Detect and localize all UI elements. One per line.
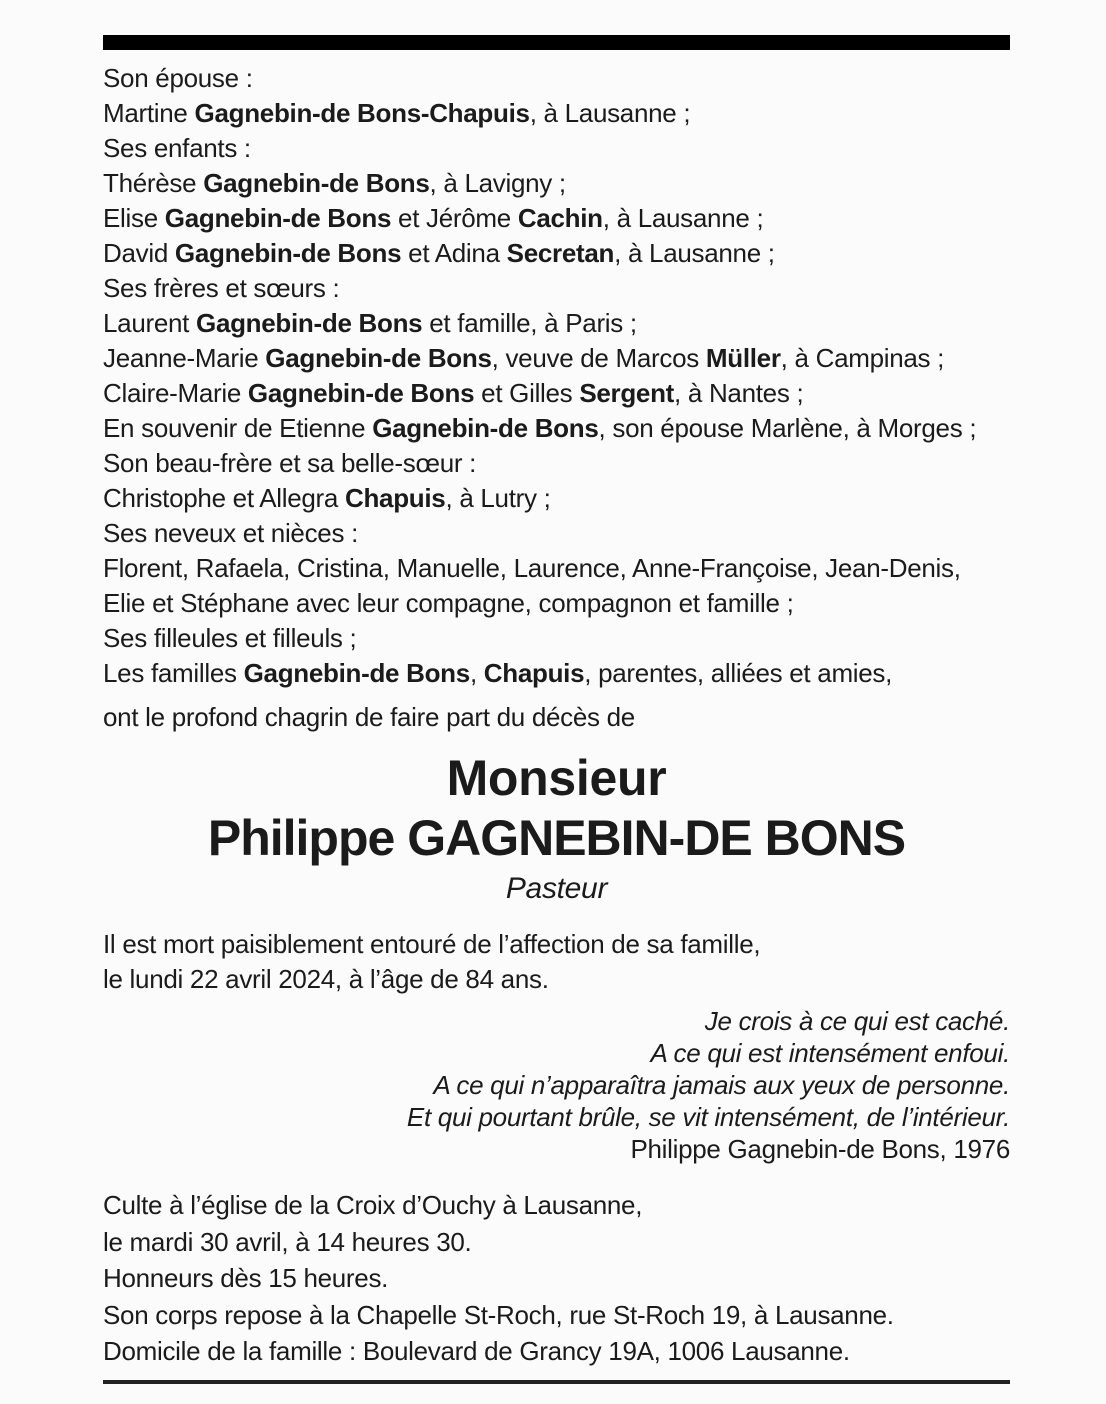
family-line (103, 481, 1010, 516)
text-segment: , veuve de Marcos (491, 343, 706, 373)
family-name-bold: Gagnebin-de Bons-Chapuis (194, 98, 530, 128)
family-line (103, 656, 1010, 691)
quote-line: Et qui pourtant brûle, se vit intensément, de l’intérieur. (406, 1102, 1010, 1132)
family-line (103, 271, 1010, 306)
text-segment: , à Lausanne ; (529, 98, 691, 128)
text-segment: Laurent (103, 308, 197, 338)
announcement-sentence: ont le profond chagrin de faire part du décès de (103, 702, 635, 732)
text-segment: En souvenir de Etienne (103, 413, 373, 443)
family-line (103, 551, 1010, 586)
family-line (103, 201, 1010, 236)
ceremony-line: le mardi 30 avril, à 14 heures 30. (103, 1226, 472, 1257)
deceased-block (103, 749, 1010, 909)
family-name-bold: Chapuis (483, 658, 585, 688)
text-segment: Claire-Marie (103, 378, 248, 408)
family-name-bold: Gagnebin-de Bons (372, 413, 599, 443)
deceased-role: Pasteur (505, 872, 608, 905)
bottom-divider-bar (103, 1380, 1010, 1384)
family-line (103, 376, 1010, 411)
ceremony-line: Son corps repose à la Chapelle St-Roch, rue St-Roch 19, à Lausanne. (103, 1299, 894, 1330)
quote-line: A ce qui est intensément enfoui. (650, 1038, 1010, 1068)
family-name-bold: Chapuis (345, 483, 446, 513)
family-line (103, 586, 1010, 621)
deceased-name: Philippe GAGNEBIN-DE BONS (207, 810, 906, 866)
text-segment: Elie et Stéphane avec leur compagne, compagnon et famille ; (103, 588, 794, 618)
family-name-bold: Gagnebin-de Bons (164, 203, 392, 233)
text-segment: , son épouse Marlène, à Morges ; (598, 413, 977, 443)
ceremony-line: Culte à l’église de la Croix d’Ouchy à Lausanne, (103, 1190, 643, 1220)
death-notice (103, 927, 1010, 997)
death-notice-line: Il est mort paisiblement entouré de l’affection de sa famille, (103, 929, 761, 959)
deceased-honorific: Monsieur (446, 750, 667, 806)
family-lines (103, 61, 1010, 691)
family-name-bold: Secretan (506, 238, 615, 268)
family-name-bold: Gagnebin-de Bons (247, 378, 475, 408)
family-line (103, 131, 1010, 166)
text-segment: Son épouse : (103, 63, 253, 93)
text-segment: , parentes, alliées et amies, (584, 658, 893, 688)
text-segment: Jeanne-Marie (103, 343, 266, 373)
ceremony-line: Honneurs dès 15 heures. (103, 1263, 389, 1293)
text-segment: Les familles (103, 658, 244, 688)
family-name-bold: Gagnebin-de Bons (265, 343, 492, 373)
family-line (103, 61, 1010, 96)
family-line (103, 446, 1010, 481)
quote-attribution: Philippe Gagnebin-de Bons, 1976 (630, 1134, 1010, 1164)
family-name-bold: Müller (705, 343, 781, 373)
family-line (103, 306, 1010, 341)
family-name-bold: Gagnebin-de Bons (203, 168, 430, 198)
text-segment: Thérèse (103, 168, 204, 198)
family-name-bold: Sergent (579, 378, 675, 408)
text-segment: et famille, à Paris ; (422, 308, 637, 338)
text-segment: Martine (103, 98, 195, 128)
text-segment: Son beau-frère et sa belle-sœur : (103, 448, 477, 478)
text-segment: et Jérôme (391, 203, 518, 233)
text-segment: , à Lausanne ; (614, 238, 775, 268)
family-name-bold: Gagnebin-de Bons (174, 238, 402, 268)
text-segment: , à Campinas ; (780, 343, 945, 373)
text-segment: et Adina (401, 238, 507, 268)
family-name-bold: Gagnebin-de Bons (243, 658, 470, 688)
text-segment: , à Lutry ; (445, 483, 551, 513)
text-segment: Ses filleules et filleuls ; (103, 623, 357, 653)
text-segment: Florent, Rafaela, Cristina, Manuelle, Laurence, Anne-Françoise, Jean-Denis, (103, 553, 961, 583)
text-segment: , à Nantes ; (674, 378, 804, 408)
family-name-bold: Gagnebin-de Bons (196, 308, 423, 338)
text-segment: Ses frères et sœurs : (103, 273, 340, 303)
ceremony-line: Domicile de la famille : Boulevard de Grancy 19A, 1006 Lausanne. (103, 1336, 850, 1366)
text-segment: David (103, 238, 175, 268)
memorial-quote (103, 1005, 1010, 1165)
family-line (103, 411, 1010, 446)
text-segment: Elise (103, 203, 165, 233)
text-segment: Christophe et Allegra (103, 483, 345, 513)
family-name-bold: Cachin (517, 203, 603, 233)
quote-line: Je crois à ce qui est caché. (704, 1006, 1010, 1036)
text-segment: et Gilles (474, 378, 580, 408)
text-segment: Ses neveux et nièces : (103, 518, 358, 548)
quote-line: A ce qui n’apparaîtra jamais aux yeux de personne. (433, 1070, 1010, 1100)
family-line (103, 166, 1010, 201)
family-line (103, 341, 1010, 376)
quote-lines (103, 1005, 1010, 1133)
text-segment: , (469, 658, 484, 688)
death-notice-line: le lundi 22 avril 2024, à l’âge de 84 ans. (103, 964, 549, 994)
family-line (103, 621, 1010, 656)
top-divider-bar (103, 35, 1010, 50)
text-segment: , à Lausanne ; (602, 203, 764, 233)
text-segment: , à Lavigny ; (429, 168, 566, 198)
family-line (103, 516, 1010, 551)
ceremony-details (103, 1187, 1010, 1370)
text-segment: Ses enfants : (103, 133, 251, 163)
family-line (103, 96, 1010, 131)
family-line (103, 236, 1010, 271)
